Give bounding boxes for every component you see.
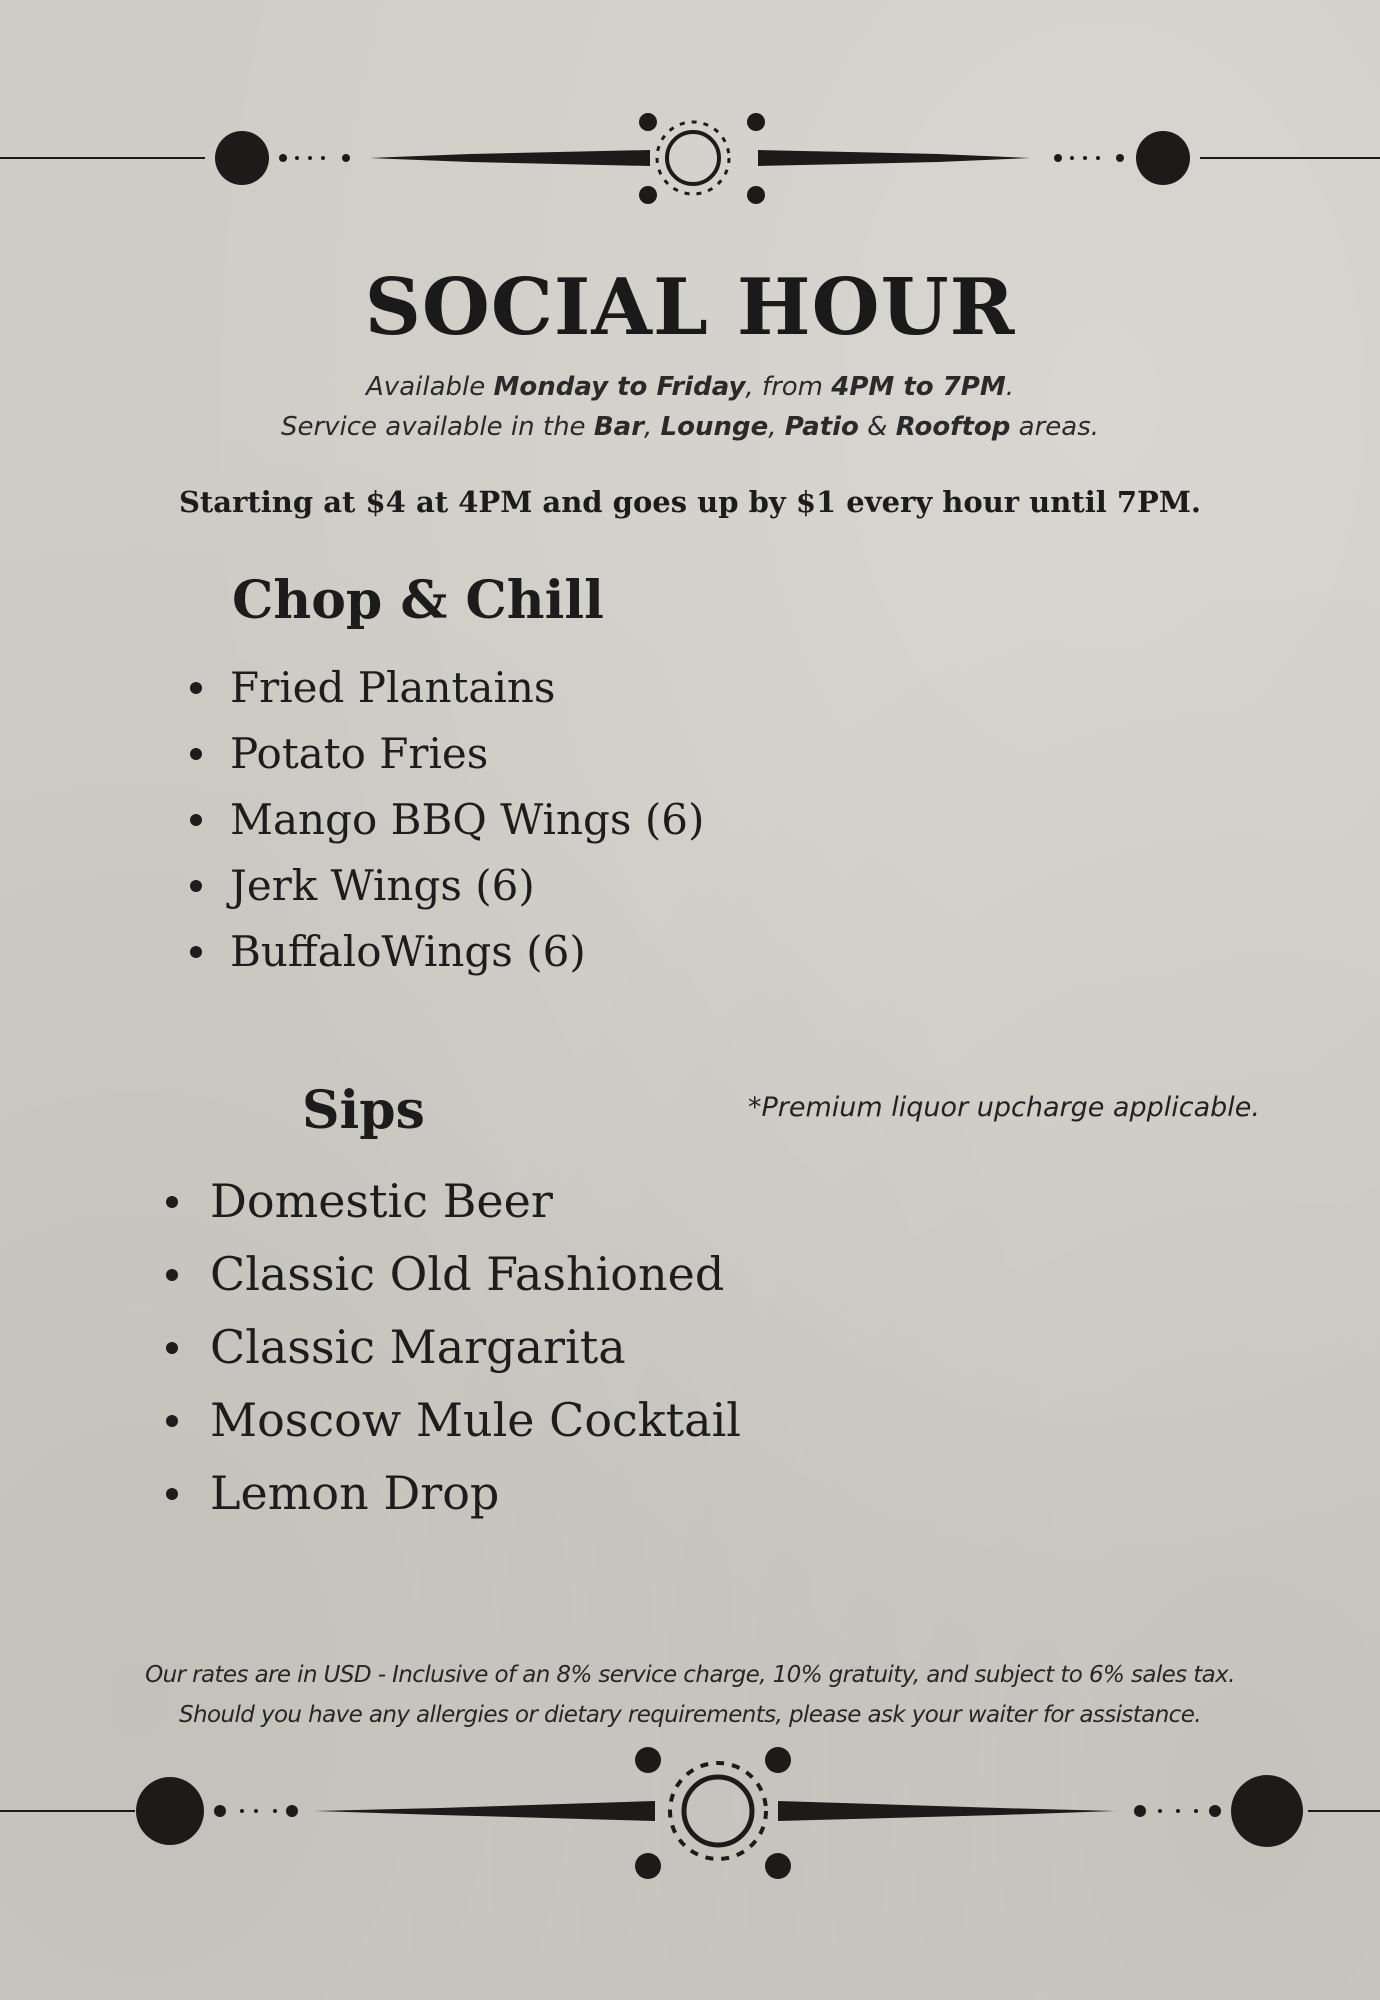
- list-item: [210, 1384, 741, 1457]
- premium-liquor-note: *Premium liquor upcharge applicable.: [748, 1092, 1260, 1123]
- pricing-note: Starting at $4 at 4PM and goes up by $1 every hour until 7PM.: [178, 485, 1202, 519]
- item-label: Classic Margarita: [210, 1320, 626, 1374]
- item-label: Domestic Beer: [210, 1174, 553, 1228]
- list-item: [210, 1311, 741, 1384]
- list-item: [210, 1165, 741, 1238]
- top-ornament-divider: [0, 100, 1380, 220]
- bullet-icon: [190, 748, 202, 760]
- bullet-icon: [166, 1488, 178, 1500]
- bullet-icon: [166, 1196, 178, 1208]
- list-item: [230, 655, 704, 721]
- item-label: Moscow Mule Cocktail: [210, 1393, 741, 1447]
- item-label: Jerk Wings (6): [230, 861, 535, 910]
- bottom-ornament-divider: [0, 1738, 1380, 1898]
- item-label: Fried Plantains: [230, 663, 556, 712]
- sips-list: [210, 1165, 741, 1530]
- bullet-icon: [190, 814, 202, 826]
- item-label: BuffaloWings (6): [230, 927, 586, 976]
- bullet-icon: [190, 682, 202, 694]
- list-item: [210, 1457, 741, 1530]
- item-label: Mango BBQ Wings (6): [230, 795, 705, 844]
- footer-rates-note: Our rates are in USD - Inclusive of an 8% service charge, 10% gratuity, and subject to 6% sales tax.: [145, 1662, 1235, 1688]
- item-label: Classic Old Fashioned: [210, 1247, 725, 1301]
- bullet-icon: [190, 880, 202, 892]
- item-label: Potato Fries: [230, 729, 489, 778]
- list-item: [230, 853, 704, 919]
- list-item: [230, 787, 704, 853]
- footer-allergy-note: Should you have any allergies or dietary requirements, please ask your waiter for assistance.: [179, 1702, 1201, 1728]
- item-label: Lemon Drop: [210, 1466, 500, 1520]
- bullet-icon: [190, 946, 202, 958]
- availability-areas-line: Service available in the Bar, Lounge, Patio & Rooftop areas.: [280, 412, 1100, 442]
- section-title-sips: Sips: [302, 1080, 425, 1141]
- list-item: [230, 721, 704, 787]
- chop-and-chill-list: [230, 655, 704, 985]
- availability-days-line: Available Monday to Friday, from 4PM to 7PM.: [366, 372, 1014, 402]
- menu-title: SOCIAL HOUR: [364, 262, 1016, 353]
- bullet-icon: [166, 1269, 178, 1281]
- list-item: [230, 919, 704, 985]
- list-item: [210, 1238, 741, 1311]
- bullet-icon: [166, 1415, 178, 1427]
- section-title-chop-and-chill: Chop & Chill: [232, 570, 604, 631]
- bullet-icon: [166, 1342, 178, 1354]
